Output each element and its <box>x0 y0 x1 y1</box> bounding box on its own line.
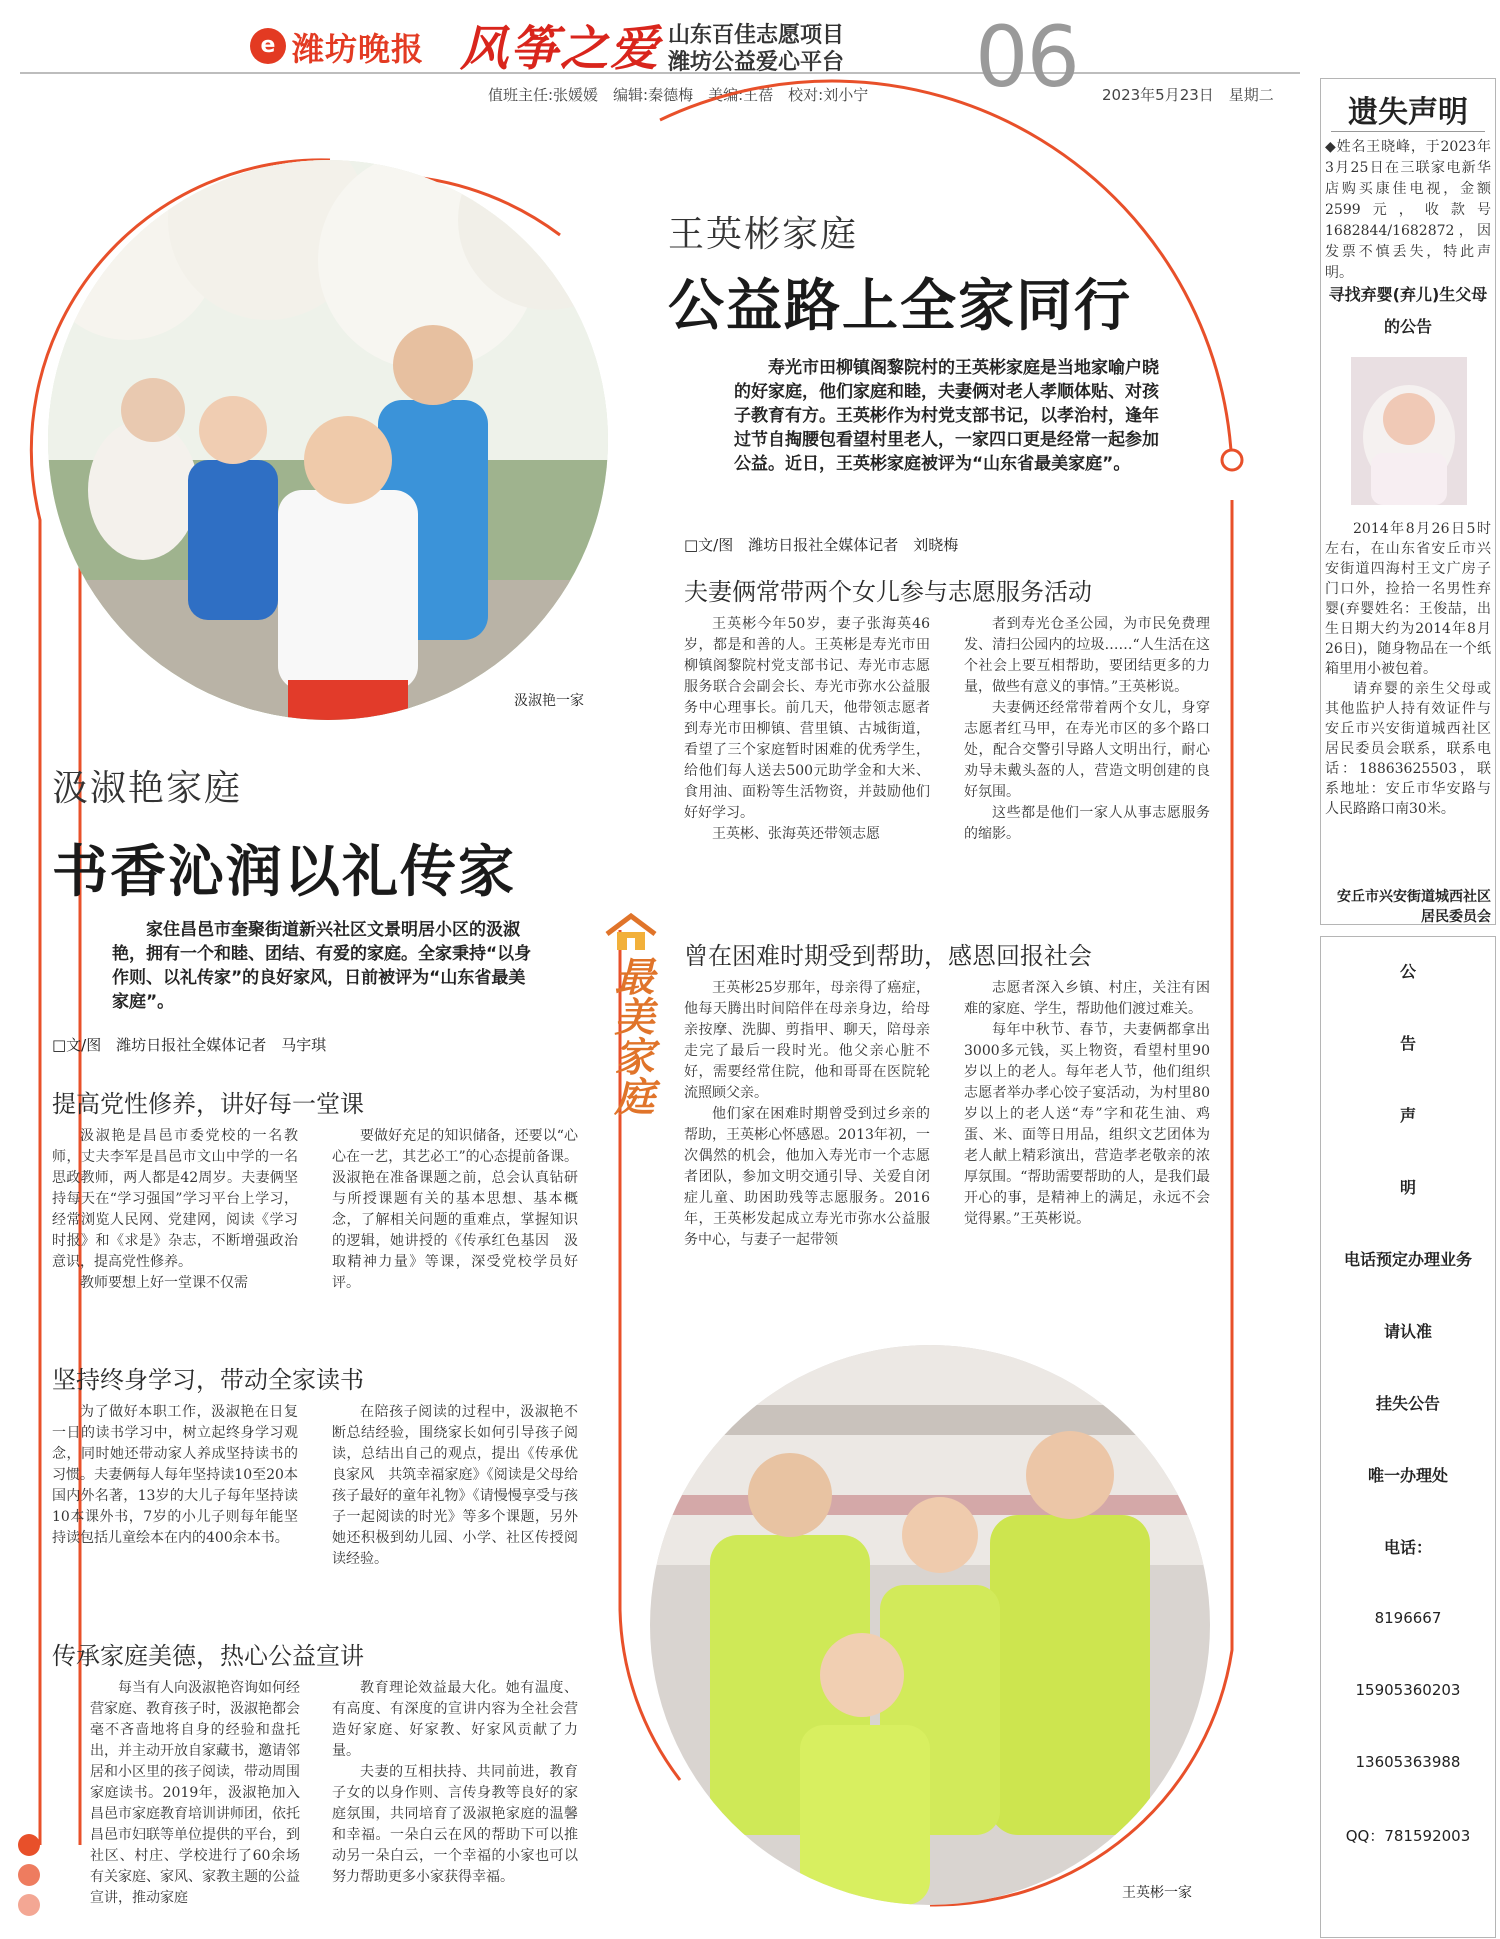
ji-section2-title: 坚持终身学习，带动全家读书 <box>52 1366 364 1394</box>
wang-section1-title: 夫妻俩常带两个女儿参与志愿服务活动 <box>684 578 1092 606</box>
editor-credits: 值班主任:张媛媛 编辑:秦德梅 美编:王蓓 校对:刘小宁 <box>488 86 869 104</box>
ji-section3-col1: 每当有人向汲淑艳咨询如何经营家庭、教育孩子时，汲淑艳都会毫不吝啬地将自身的经验和盘托出，并主动开放自家藏书，邀请邻居和小区里的孩子阅读，带动周围家庭读书。2019年，汲淑艳加入昌邑市家庭教育培训讲师团，依托昌邑市妇联等单位提供的平台，到社区、村庄、学校进行了60余场有关家庭、家风、家教主题的公益宣讲，推动家庭 <box>90 1680 300 1906</box>
ji-photo-caption: 汲淑艳一家 <box>514 693 584 709</box>
ji-section3-title: 传承家庭美德，热心公益宣讲 <box>52 1642 364 1670</box>
house-icon <box>603 912 659 952</box>
dot-icon <box>18 1834 40 1856</box>
page-number: 06 <box>975 8 1078 106</box>
wang-section2-col1: 王英彬25岁那年，母亲得了癌症，他每天腾出时间陪伴在母亲身边，给母亲按摩、洗脚、剪指甲、聊天，陪母亲走完了最后一段时光。他父亲心脏不好，需要经常住院，他和哥哥在医院轮流照顾父亲。 他们家在困难时期曾受到过乡亲的帮助，王英彬心怀感恩。2013年初，一次偶然的机会，他加入寿光市一个志愿者团队，参加文明交通引导、关爱自闭症儿童、助困助残等志愿服务。2016年，王英彬发起成立寿光市弥水公益服务中心，与妻子一起带领 <box>684 980 930 1248</box>
ji-section1-title: 提高党性修养，讲好每一堂课 <box>52 1090 364 1118</box>
notice-phone: 13605363988 <box>1355 1753 1461 1771</box>
notice-char: 公 <box>1399 962 1416 981</box>
notice-char: 声 <box>1399 1106 1416 1125</box>
project-line-2: 潍坊公益爱心平台 <box>668 50 845 75</box>
abandoned-infant-notice-body: 2014年8月26日5时左右，在山东省安丘市兴安街道四海村王文广房子门口外，捡拾一名男性弃婴(弃婴姓名：王俊喆，出生日期大约为2014年8月26日)，随身物品在一个纸箱里用小被包着。 请弃婴的亲生父母或其他监护人持有效证件与安丘市兴安街道城西社区居民委员会联系，联系电话：18863625503，联系地址：安丘市华安路与人民路路口南30米。 <box>1325 521 1491 817</box>
wang-section2-title: 曾在困难时期受到帮助，感恩回报社会 <box>684 942 1092 970</box>
wang-family-photo <box>650 1345 1210 1905</box>
wang-headline: 公益路上全家同行 <box>668 274 1132 339</box>
lost-notice-box <box>1320 78 1496 925</box>
notice-line: 挂失公告 <box>1375 1394 1440 1413</box>
best-family-badge-text: 最美家庭 <box>608 956 655 1116</box>
notice-line: 电话： <box>1383 1538 1432 1557</box>
project-line-1: 山东百佳志愿项目 <box>668 23 845 48</box>
wang-section2-col2: 志愿者深入乡镇、村庄，关注有困难的家庭、学生，帮助他们渡过难关。 每年中秋节、春节，夫妻俩都拿出3000多元钱，买上物资，看望村里90岁以上的老人。每年老人节，他们组织志愿者举办孝心饺子宴活动，为村里80岁以上的老人送“寿”字和花生油、鸡蛋、米、面等日用品，组织文艺团体为老人献上精彩演出，营造孝老敬亲的浓厚氛围。“帮助需要帮助的人，是我们最开心的事，是精神上的满足，永远不会觉得累。”王英彬说。 <box>964 980 1210 1227</box>
notice-phone: 8196667 <box>1374 1609 1442 1627</box>
notice-line: 请认准 <box>1383 1322 1432 1341</box>
ji-section2-col1: 为了做好本职工作，汲淑艳在日复一日的读书学习中，树立起终身学习观念，同时她还带动家人养成坚持读书的习惯。夫妻俩每人每年坚持读10至20本国内外名著，13岁的大儿子每年坚持读10本课外书，7岁的小儿子则每年能坚持读包括儿童绘本在内的400余本书。 <box>52 1404 298 1546</box>
ji-kicker: 汲淑艳家庭 <box>52 768 243 809</box>
abandoned-infant-notice-title: 寻找弃婴(弃儿)生父母的公告 <box>1328 285 1488 336</box>
ji-headline: 书香沁润以礼传家 <box>52 840 516 905</box>
notice-char: 告 <box>1399 1034 1416 1053</box>
ji-section1-col1: 汲淑艳是昌邑市委党校的一名教师，丈夫李军是昌邑市文山中学的一名思政教师，两人都是42周岁。夫妻俩坚持每天在“学习强国”学习平台上学习，经常浏览人民网、党建网，阅读《学习时报》和《求是》杂志，不断增强政治意识，提高党性修养。 教师要想上好一堂课不仅需 <box>52 1128 298 1291</box>
wang-section1-col1: 王英彬今年50岁，妻子张海英46岁，都是和善的人。王英彬是寿光市田柳镇阁黎院村党支部书记、寿光市志愿服务联合会副会长、寿光市弥水公益服务中心理事长。前几天，他带领志愿者到寿光市田柳镇、营里镇、古城街道，看望了三个家庭暂时困难的优秀学生，给他们每人送去500元助学金和大米、食用油、面粉等生活物资，并鼓励他们好好学习。 王英彬、张海英还带领志愿 <box>684 616 930 842</box>
notice-line: 唯一办理处 <box>1367 1466 1448 1485</box>
decorative-dots <box>18 1834 40 1924</box>
notice-line: 电话预定办理业务 <box>1343 1250 1472 1269</box>
ji-section2-col2: 在陪孩子阅读的过程中，汲淑艳不断总结经验，围绕家长如何引导孩子阅读，总结出自己的观点，提出《传承优良家风 共筑幸福家庭》《阅读是父母给孩子最好的童年礼物》《请慢慢享受与孩子一起阅读的时光》等多个课题，另外她还积极到幼儿园、小学、社区传授阅读经验。 <box>332 1404 578 1567</box>
ji-lead: 家住昌邑市奎聚街道新兴社区文景明居小区的汲淑艳，拥有一个和睦、团结、有爱的家庭。全家秉持“以身作则、以礼传家”的良好家风，日前被评为“山东省最美家庭”。 <box>112 920 532 1012</box>
wang-section1-col2: 者到寿光仓圣公园，为市民免费理发、清扫公园内的垃圾……“人生活在这个社会上要互相帮助，要团结更多的力量，做些有意义的事情。”王英彬说。 夫妻俩还经常带着两个女儿，身穿志愿者红马甲，在寿光市区的多个路口处，配合交警引导路人文明出行，耐心劝导未戴头盔的人，营造文明创建的良好氛围。 这些都是他们一家人从事志愿服务的缩影。 <box>964 616 1210 842</box>
wang-kicker: 王英彬家庭 <box>668 214 859 255</box>
lost-notice-title: 遗失声明 <box>1348 95 1468 130</box>
lost-notice-body: ◆姓名王晓峰，于2023年3月25日在三联家电新华店购买康佳电视，金额2599元，收款号1682844/1682872，因发票不慎丢失，特此声明。 <box>1325 139 1491 281</box>
wang-lead: 寿光市田柳镇阁黎院村的王英彬家庭是当地家喻户晓的好家庭，他们家庭和睦，夫妻俩对老人孝顺体贴、对孩子教育有方。王英彬作为村党支部书记，以孝治村，逢年过节自掏腰包看望村里老人，一家四口更是经常一起参加公益。近日，王英彬家庭被评为“山东省最美家庭”。 <box>734 358 1159 474</box>
lost-notice-divider <box>1331 131 1485 132</box>
classified-sidebar <box>1320 78 1500 1938</box>
notice-issuer: 安丘市兴安街道城西社区居民委员会 <box>1337 889 1491 925</box>
ji-section3-col2: 教育理论效益最大化。她有温度、有高度、有深度的宣讲内容为全社会营造好家庭、好家教、好家风贡献了力量。 夫妻的互相扶持、共同前进，教育子女的以身作则、言传身教等良好的家庭氛围，共同培育了汲淑艳家庭的温馨和幸福。一朵白云在风的帮助下可以推动另一朵白云，一个幸福的小家也可以努力帮助更多小家获得幸福。 <box>332 1680 578 1885</box>
ji-section1-col2: 要做好充足的知识储备，还要以“心心在一艺，其艺必工”的心态提前备课。汲淑艳在准备课题之前，总会认真钻研与所授课题有关的基本思想、基本概念，了解相关问题的重难点，掌握知识的逻辑，她讲授的《传承红色基因 汲取精神力量》等课，深受党校学员好评。 <box>332 1128 578 1291</box>
dot-icon <box>18 1894 40 1916</box>
best-family-badge <box>598 912 664 1116</box>
infant-photo <box>1351 357 1467 505</box>
public-notice-service-box <box>1320 936 1496 1938</box>
wang-photo-caption: 王英彬一家 <box>1122 1885 1192 1901</box>
ji-byline: □文/图 潍坊日报社全媒体记者 马宇琪 <box>52 1036 327 1054</box>
ji-family-photo <box>48 160 608 720</box>
newspaper-logo-icon: e <box>250 28 286 64</box>
notice-char: 明 <box>1399 1178 1416 1197</box>
column-slogan: 风筝之爱 <box>460 21 661 77</box>
newspaper-name: 潍坊晚报 <box>292 30 425 68</box>
dot-icon <box>18 1864 40 1886</box>
notice-qq: QQ：781592003 <box>1345 1827 1471 1845</box>
wang-byline: □文/图 潍坊日报社全媒体记者 刘晓梅 <box>684 536 959 554</box>
issue-date: 2023年5月23日 星期二 <box>1102 86 1274 104</box>
notice-phone: 15905360203 <box>1355 1681 1461 1699</box>
